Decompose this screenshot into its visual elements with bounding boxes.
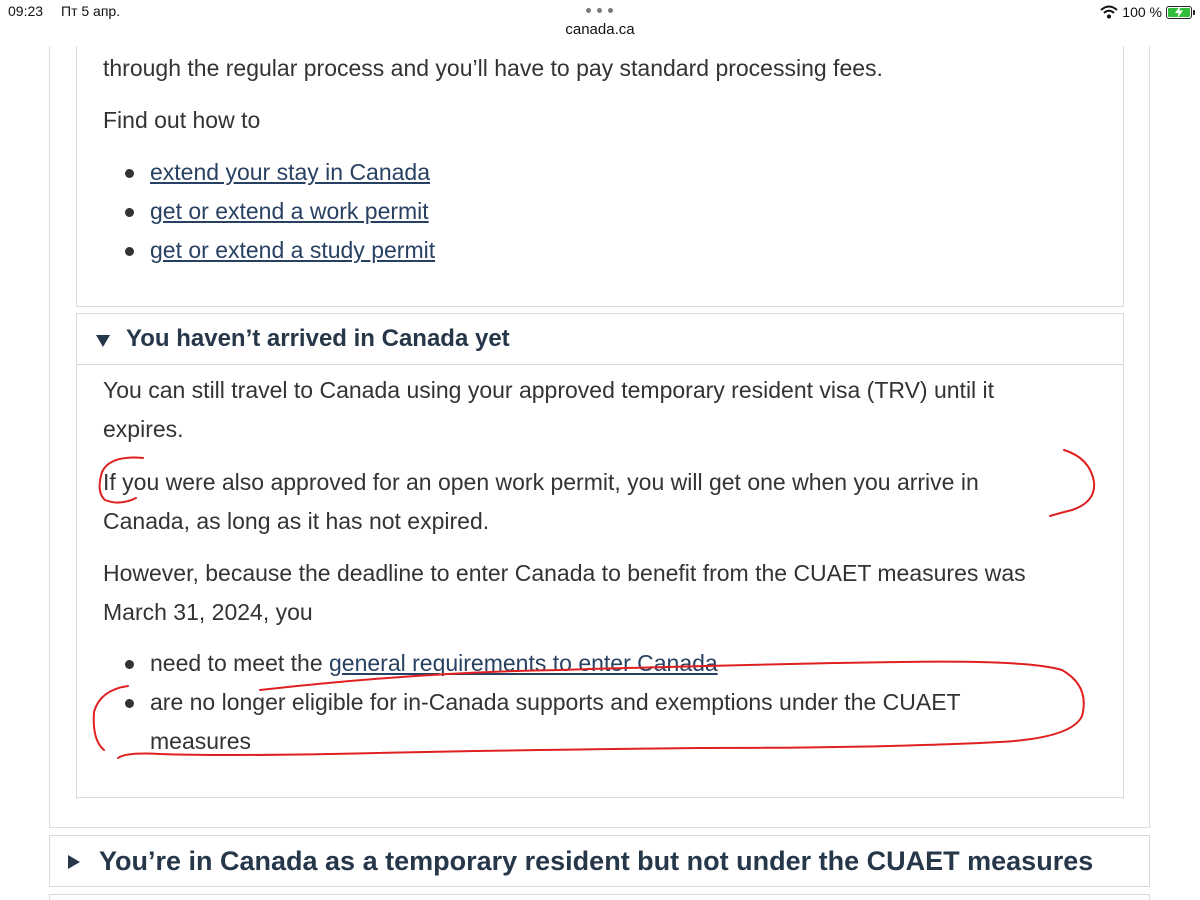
- temporary-resident-title: You’re in Canada as a temporary resident but not under the CUAET measures: [99, 846, 1094, 876]
- battery-icon: [1166, 6, 1192, 19]
- deadline-paragraph: [103, 554, 1103, 632]
- wifi-icon: [1100, 5, 1118, 19]
- extend-stay-link[interactable]: extend your stay in Canada: [150, 159, 431, 185]
- owp-line-1: If you were also approved for an open work permit, you will get one when you arrive in: [103, 469, 979, 495]
- requirements-list: [103, 644, 961, 761]
- processing-fees-text: through the regular process and you’ll have to pay standard processing fees.: [103, 55, 883, 81]
- not-arrived-summary[interactable]: [77, 314, 1123, 365]
- status-right-group: [1100, 3, 1192, 21]
- list-item: [103, 644, 961, 683]
- next-panel-edge: [49, 894, 1150, 900]
- list-item: [103, 192, 435, 231]
- trv-paragraph: [103, 371, 1103, 449]
- temporary-resident-summary[interactable]: [49, 835, 1150, 887]
- battery-percent: 100 %: [1122, 4, 1162, 20]
- owp-line-2: Canada, as long as it has not expired.: [103, 508, 490, 534]
- status-time: 09:23: [8, 3, 44, 19]
- status-bar: [0, 0, 1200, 46]
- deadline-line-1: However, because the deadline to enter Canada to benefit from the CUAET measures was: [103, 560, 1026, 586]
- triangle-down-icon: [96, 335, 110, 347]
- status-date: Пт 5 апр.: [61, 3, 121, 19]
- not-arrived-title: You haven’t arrived in Canada yet: [126, 325, 510, 352]
- trv-line-1: You can still travel to Canada using your approved temporary resident visa (TRV) until it: [103, 377, 995, 403]
- tab-menu-dots-icon[interactable]: [586, 8, 614, 14]
- open-work-permit-paragraph: [103, 463, 1103, 541]
- address-bar-url[interactable]: canada.ca: [565, 21, 635, 38]
- list-item: [103, 683, 961, 761]
- find-out-text: Find out how to: [103, 107, 261, 133]
- deadline-line-2: March 31, 2024, you: [103, 599, 313, 625]
- bullet2-line-2: measures: [150, 728, 251, 754]
- trv-line-2: expires.: [103, 416, 184, 442]
- triangle-right-icon: [68, 855, 80, 869]
- list-item: [103, 153, 435, 192]
- study-permit-link[interactable]: get or extend a study permit: [150, 237, 436, 263]
- find-out-links-list: [103, 153, 435, 270]
- list-item: [103, 231, 435, 270]
- work-permit-link[interactable]: get or extend a work permit: [150, 198, 429, 224]
- bullet2-line-1: are no longer eligible for in-Canada supports and exemptions under the CUAET: [150, 689, 961, 715]
- bullet1-text: need to meet the: [150, 650, 330, 676]
- general-requirements-link[interactable]: general requirements to enter Canada: [329, 650, 718, 676]
